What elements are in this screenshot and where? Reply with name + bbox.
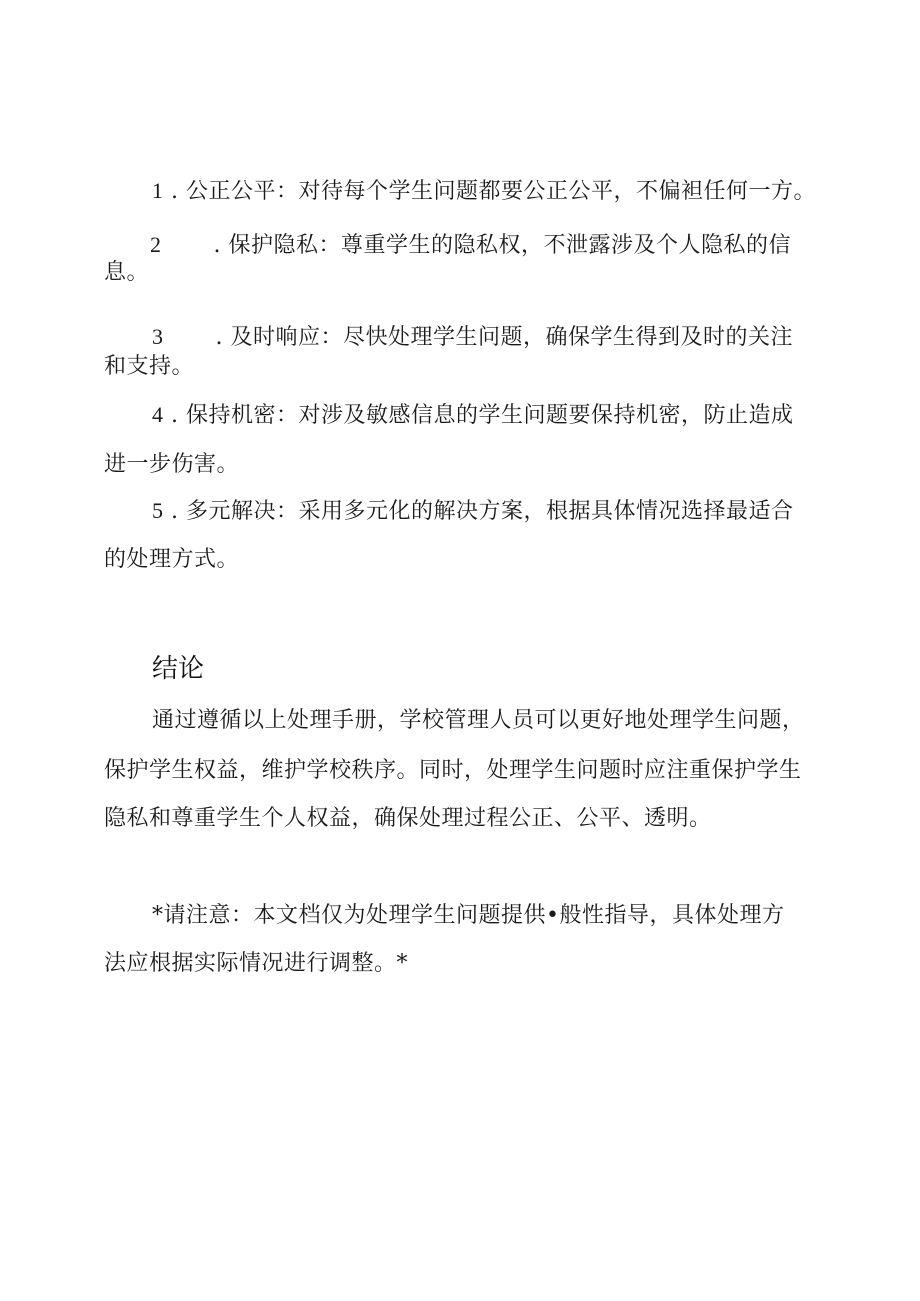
principle-2-text: . 保护隐私：尊重学生的隐私权，不泄露涉及个人隐私的信 (213, 233, 791, 258)
principle-5-line-2 (104, 545, 239, 575)
principle-5-text-cont: 的处理方式。 (104, 547, 240, 572)
conclusion-heading: 结论 (152, 654, 205, 684)
principle-5-line-1 (152, 496, 794, 527)
principle-2-line-1 (150, 230, 791, 261)
principle-1-number: 1 (152, 178, 164, 203)
principle-4-number: 4 (152, 402, 164, 427)
principle-3-line-2 (104, 352, 194, 382)
principle-4-line-2 (104, 450, 239, 480)
principle-5-text: . 多元解决：采用多元化的解决方案，根据具体情况选择最适合 (171, 499, 794, 524)
principle-1-text: . 公正公平：对待每个学生问题都要公正公平，不偏袒任何一方。 (171, 179, 816, 204)
principle-3-text-cont: 和支持。 (104, 354, 195, 379)
principle-3-number: 3 (152, 324, 164, 349)
principle-5-number: 5 (152, 498, 164, 523)
principle-4-text-cont: 进一步伤害。 (104, 452, 240, 477)
principle-4-line-1 (152, 400, 794, 431)
note-line-2: 法应根据实际情况进行调整。* (104, 951, 409, 976)
principle-1-line-1 (152, 176, 816, 207)
principle-2-number: 2 (150, 232, 162, 257)
conclusion-line-3: 隐私和尊重学生个人权益，确保处理过程公正、公平、透明。 (104, 806, 712, 831)
note-line-1: *请注意：本文档仅为处理学生问题提供•般性指导，具体处理方 (152, 903, 785, 928)
principle-2-text-cont: 息。 (104, 260, 150, 285)
principle-2-line-2 (104, 258, 149, 288)
principle-3-line-1 (152, 322, 793, 353)
conclusion-line-2: 保护学生权益，维护学校秩序。同时，处理学生问题时应注重保护学生 (104, 758, 802, 783)
conclusion-line-1: 通过遵循以上处理手册，学校管理人员可以更好地处理学生问题， (152, 708, 805, 733)
principle-3-text: . 及时响应：尽快处理学生问题，确保学生得到及时的关注 (215, 325, 793, 350)
principle-4-text: . 保持机密：对涉及敏感信息的学生问题要保持机密，防止造成 (171, 403, 794, 428)
